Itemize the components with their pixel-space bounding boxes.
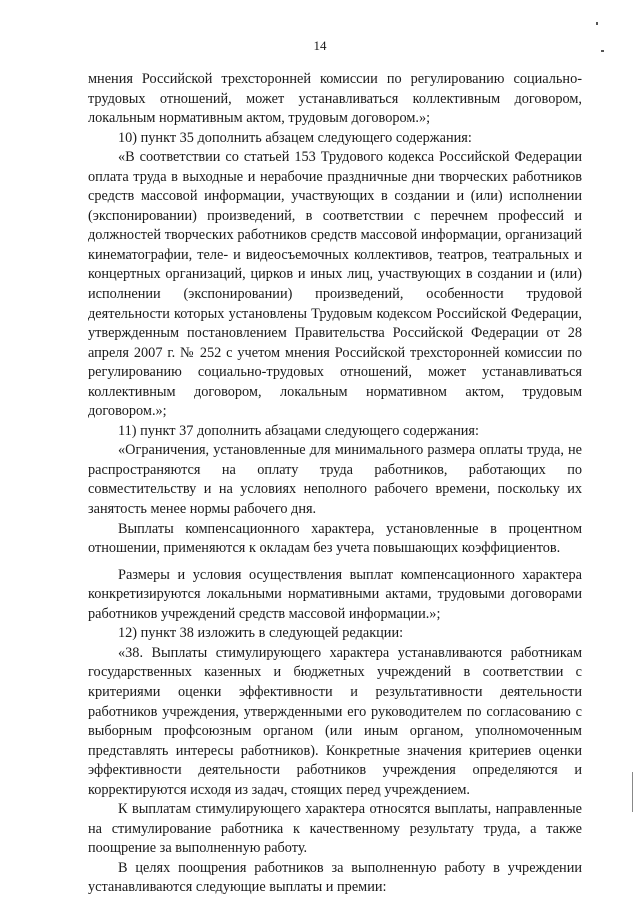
paragraph-quote-35: «В соответствии со статьей 153 Трудового кодекса Российской Федерации оплата труда в выходные и нерабочие праздничные дни творческих работников средств массовой информации, участвующих в создании и (или) исполнении (экспонировании) произведений, в соответствии с перечнем профессий и должностей творческих работников средств массовой информации, организаций кинематографии, теле- и видеосъемочных коллективов, театров, театральных и концертных организаций, цирков и иных лиц, участвующих в создании и (или) исполнении (экспонировании) произведений, особенности трудовой деятельности которых установлены Трудовым кодексом Российской Федерации, утвержденным постановлением Правительства Российской Федерации от 28 апреля 2007 г. № 252 с учетом мнения Российской трехсторонней комиссии по регулированию социально-трудовых отношений, может устанавливаться коллективным договором, локальным нормативном актом, трудовым договором.»; xyxy=(88,149,582,420)
paragraph-quote-37-conditions: Размеры и условия осуществления выплат компенсационного характера конкретизируются локальными нормативными актами, трудовыми договорами работников учреждений средств массовой информации.»; xyxy=(88,566,582,622)
paragraph-item-12: 12) пункт 38 изложить в следующей редакции: xyxy=(118,625,404,642)
scan-speck xyxy=(596,22,598,25)
paragraph-continuation: мнения Российской трехсторонней комиссии по регулированию социально-трудовых отношений, может устанавливаться коллективным договором, локальным нормативным актом, трудовым договором.»; xyxy=(88,71,582,127)
paragraph-quote-38: «38. Выплаты стимулирующего характера устанавливаются работникам государственных казенных и бюджетных учреждений в соответствии с критериями оценки эффективности и результативности деятельности работников учреждения, утвержденными его руководителем по согласованию с выборным профсоюзным органом (или иным органом, уполномоченным представлять интересы работников). Конкретные значения критериев оценки эффективности деятельности работников учреждения определяются и корректируются исходя из задач, стоящих перед учреждением. xyxy=(88,644,582,798)
paragraph-incentive-definition: К выплатам стимулирующего характера относятся выплаты, направленные на стимулирование работника к качественному результату труда, а также поощрение за выполненную работу. xyxy=(88,801,582,857)
paragraph-incentive-list-intro: В целях поощрения работников за выполненную работу в учреждении устанавливаются следующие выплаты и премии: xyxy=(88,859,582,896)
paragraph-quote-37-limits: «Ограничения, установленные для минимального размера оплаты труда, не распространяются на оплату труда работников, работающих по совместительству и на условиях неполного рабочего времени, поскольку их занятость менее нормы рабочего дня. xyxy=(88,442,582,518)
page-number: 14 xyxy=(313,38,327,53)
paragraph-item-10: 10) пункт 35 дополнить абзацем следующего содержания: xyxy=(118,129,472,146)
paragraph-quote-37-compensation: Выплаты компенсационного характера, установленные в процентном отношении, применяются к окладам без учета повышающих коэффициентов. xyxy=(88,520,582,557)
paragraph-item-11: 11) пункт 37 дополнить абзацами следующего содержания: xyxy=(118,422,479,439)
document-body xyxy=(88,70,582,898)
scan-edge-line xyxy=(632,772,633,812)
